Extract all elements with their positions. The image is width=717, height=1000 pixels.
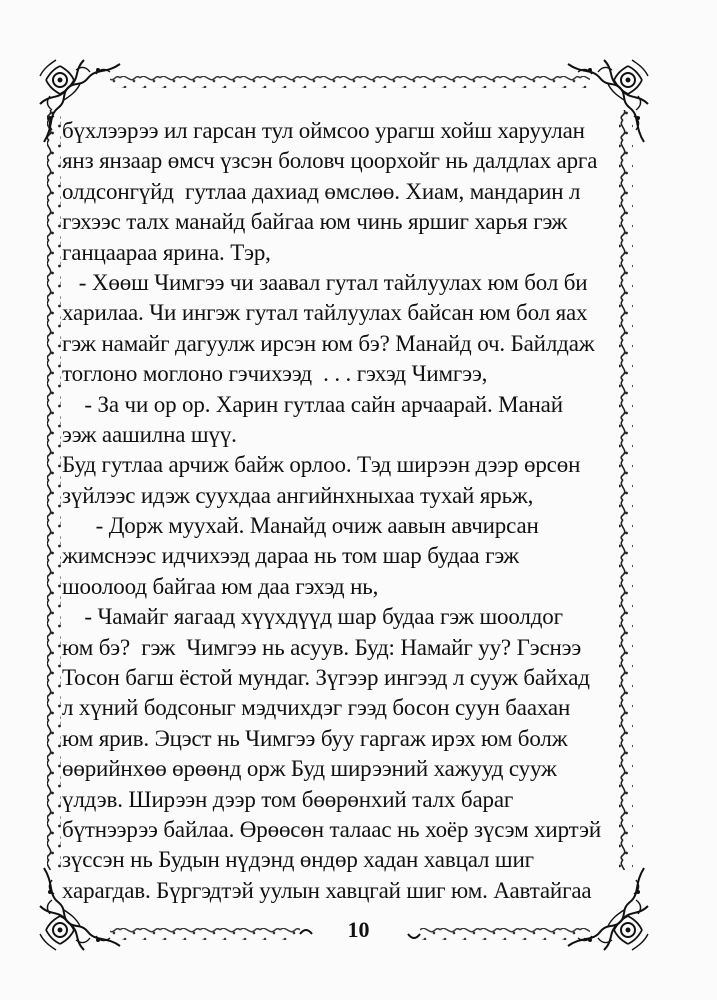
text-line: жимснээс идчихээд дараа нь том шар будаа гэж [62,543,519,569]
text-line: - За чи ор ор. Харин гутлаа сайн арчаарай. Манай [62,391,563,417]
text-line: - Хөөш Чимгээ чи заавал гутал тайлуулах юм бол би [62,269,588,295]
text-line: олдсонгүйд гутлаа дахиад өмслөө. Хиам, мандарин л [62,178,581,204]
text-line: өөрийнхөө өрөөнд орж Буд ширээний хажууд сууж [62,756,557,782]
text-line: шоолоод байгаа юм даа гэхэд нь, [62,573,379,599]
text-line: ээж аашилна шүү. [62,421,237,447]
text-line: гэж намайг дагуулж ирсэн юм бэ? Манайд оч. Байлдаж [62,330,595,356]
text-line: тоглоно моглоно гэчихээд . . . гэхэд Чимгээ, [62,361,488,387]
text-line: үлдэв. Ширээн дээр том бөөрөнхий талх бараг [62,786,514,812]
text-line: бүхлээрээ ил гарсан тул оймсоо урагш хойш харуулан [62,118,585,143]
text-line: харагдав. Бүргэдтэй уулын хавцгай шиг юм. Аавтайгаа [62,877,592,903]
text-line: юм бэ? гэж Чимгээ нь асуув. Буд: Намайг уу? Гэснээ [62,634,582,660]
text-line: зүйлээс идэж суухдаа ангийнхныхаа тухай ярьж, [62,482,534,508]
text-line: Буд гутлаа арчиж байж орлоо. Тэд ширээн дээр өрсөн [62,452,581,478]
text-line: харилаа. Чи ингэж гутал тайлуулах байсан юм бол яах [62,300,588,326]
text-line: ганцаараа ярина. Тэр, [62,239,271,265]
text-line: гэхээс талх манайд байгаа юм чинь яршиг харья гэж [62,209,568,235]
text-line: - Дорж муухай. Манайд очиж аавын авчирсан [62,513,539,539]
text-line: Тосон багш ёстой мундаг. Зүгээр ингээд л сууж байхад [62,665,590,691]
text-line: янз янзаар өмсч үзсэн боловч цоорхойг нь далдлах арга [62,148,598,174]
page-number: 10 [347,917,370,942]
text-line: л хүний бодсоныг мэдчихдэг гээд босон суун баахан [62,695,571,721]
text-line: зүссэн нь Будын нүдэнд өндөр хадан хавцал шиг [62,847,534,873]
text-line: юм ярив. Эцэст нь Чимгээ буу гаргаж ирэх юм болж [62,725,568,751]
text-line: - Чамайг яагаад хүүхдүүд шар будаа гэж шоолдог [62,604,563,630]
text-line: бүтнээрээ байлаа. Өрөөсөн талаас нь хоёр зүсэм хиртэй [62,816,601,842]
body-text [62,116,656,906]
